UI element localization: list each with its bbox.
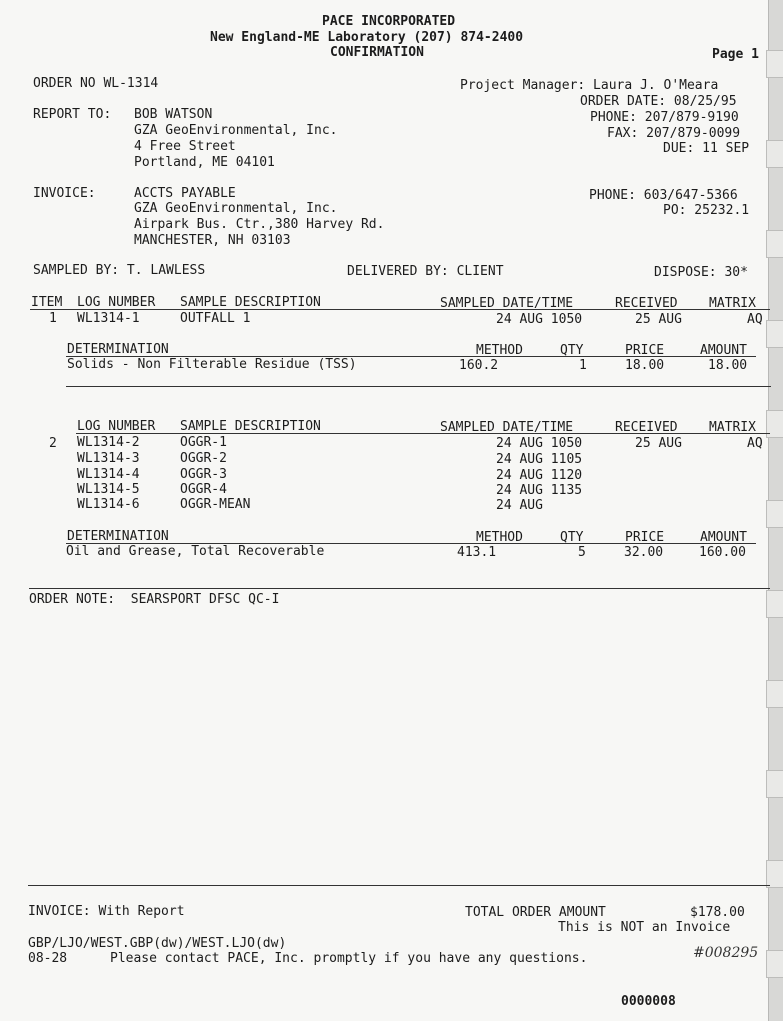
phone: PHONE: 207/879-9190 [590, 110, 739, 125]
bates-number: 0000008 [621, 994, 676, 1009]
not-invoice-notice: This is NOT an Invoice [558, 920, 731, 935]
log-number: WL1314-3 [77, 451, 140, 466]
report-to-label: REPORT TO: [33, 107, 112, 122]
invoice-with-report: INVOICE: With Report [28, 904, 185, 919]
order-number: ORDER NO WL-1314 [33, 76, 159, 91]
sampled-date: 24 AUG 1120 [496, 468, 583, 483]
total-order-label: TOTAL ORDER AMOUNT [465, 905, 606, 920]
det-header-amount: AMOUNT [700, 530, 747, 545]
det-name: Solids - Non Filterable Residue (TSS) [67, 357, 357, 372]
sample-description: OUTFALL 1 [180, 311, 251, 326]
det-header-qty: QTY [560, 530, 584, 545]
det-amount: 160.00 [699, 545, 746, 560]
invoice-line: ACCTS PAYABLE [134, 186, 236, 201]
order-note: ORDER NOTE: SEARSPORT DFSC QC-I [29, 592, 280, 607]
lab-name: New England-ME Laboratory (207) 874-2400 [210, 30, 524, 45]
det-amount: 18.00 [708, 358, 748, 373]
report-to-line: 4 Free Street [134, 139, 236, 154]
page-number: Page 1 [712, 47, 759, 62]
binder-tab [766, 50, 783, 78]
log-number: WL1314-2 [77, 435, 140, 450]
sample-description: OGGR-MEAN [180, 497, 251, 512]
col-log-number: LOG NUMBER [77, 295, 156, 310]
det-method: 160.2 [459, 358, 499, 373]
invoice-line: MANCHESTER, NH 03103 [134, 233, 291, 248]
dispose: DISPOSE: 30* [654, 265, 748, 280]
header-rule [76, 433, 770, 434]
binder-tab [766, 590, 783, 618]
col-matrix: MATRIX [709, 296, 756, 311]
matrix: AQ [747, 436, 763, 451]
sampled-by: SAMPLED BY: T. LAWLESS [33, 263, 206, 278]
binder-tab [766, 320, 783, 348]
det-header-method: METHOD [476, 343, 523, 358]
col-item: ITEM [31, 295, 63, 310]
item-separator [66, 386, 771, 387]
document-type: CONFIRMATION [330, 45, 424, 60]
sampled-date: 24 AUG 1050 [496, 436, 583, 451]
binder-tab [766, 950, 783, 978]
report-to-line: BOB WATSON [134, 107, 213, 122]
log-number: WL1314-4 [77, 467, 140, 482]
det-method: 413.1 [457, 545, 497, 560]
det-header-determination: DETERMINATION [67, 529, 169, 544]
sample-description: OGGR-3 [180, 467, 227, 482]
company-name: PACE INCORPORATED [322, 14, 456, 29]
handwritten-number: #008295 [693, 945, 759, 961]
invoice-label: INVOICE: [33, 186, 96, 201]
header-rule [30, 309, 770, 310]
col-received: RECEIVED [615, 296, 678, 311]
received-date: 25 AUG [635, 436, 682, 451]
det-price: 18.00 [625, 358, 665, 373]
det-header-price: PRICE [625, 530, 665, 545]
binder-tab [766, 500, 783, 528]
col-sampled: SAMPLED DATE/TIME [440, 420, 574, 435]
item-number: 2 [49, 436, 57, 451]
due-date: DUE: 11 SEP [663, 141, 750, 156]
log-number: WL1314-6 [77, 497, 140, 512]
report-to-line: Portland, ME 04101 [134, 155, 275, 170]
col-received: RECEIVED [615, 420, 678, 435]
item-number: 1 [49, 311, 57, 326]
det-name: Oil and Grease, Total Recoverable [66, 544, 325, 559]
det-header-determination: DETERMINATION [67, 342, 169, 357]
contact-notice: Please contact PACE, Inc. promptly if you have any questions. [110, 951, 588, 966]
col-sampled: SAMPLED DATE/TIME [440, 296, 574, 311]
section-separator [29, 588, 770, 589]
det-qty: 5 [578, 545, 586, 560]
col-sample-description: SAMPLE DESCRIPTION [180, 419, 321, 434]
binder-tab [766, 860, 783, 888]
total-order-amount: $178.00 [690, 905, 745, 920]
sample-description: OGGR-1 [180, 435, 227, 450]
matrix: AQ [747, 312, 763, 327]
sample-description: OGGR-4 [180, 482, 227, 497]
binder-tab [766, 680, 783, 708]
print-date: 08-28 [28, 951, 68, 966]
invoice-line: Airpark Bus. Ctr.,380 Harvey Rd. [134, 217, 385, 232]
det-header-price: PRICE [625, 343, 665, 358]
binder-tab [766, 140, 783, 168]
det-header-qty: QTY [560, 343, 584, 358]
invoice-phone: PHONE: 603/647-5366 [589, 188, 738, 203]
log-number: WL1314-1 [77, 311, 140, 326]
delivered-by: DELIVERED BY: CLIENT [347, 264, 504, 279]
log-number: WL1314-5 [77, 482, 140, 497]
sampled-date: 24 AUG [496, 498, 543, 513]
col-matrix: MATRIX [709, 420, 756, 435]
col-sample-description: SAMPLE DESCRIPTION [180, 295, 321, 310]
invoice-line: GZA GeoEnvironmental, Inc. [134, 201, 338, 216]
fax: FAX: 207/879-0099 [607, 126, 741, 141]
det-header-method: METHOD [476, 530, 523, 545]
report-to-line: GZA GeoEnvironmental, Inc. [134, 123, 338, 138]
routing-codes: GBP/LJO/WEST.GBP(dw)/WEST.LJO(dw) [28, 936, 287, 951]
det-qty: 1 [579, 358, 587, 373]
binder-tab [766, 230, 783, 258]
order-date: ORDER DATE: 08/25/95 [580, 94, 737, 109]
det-price: 32.00 [624, 545, 664, 560]
sample-description: OGGR-2 [180, 451, 227, 466]
col-log-number: LOG NUMBER [77, 419, 156, 434]
sampled-date: 24 AUG 1105 [496, 452, 583, 467]
sampled-date: 24 AUG 1135 [496, 483, 583, 498]
project-manager: Project Manager: Laura J. O'Meara [460, 78, 719, 93]
sampled-date: 24 AUG 1050 [496, 312, 583, 327]
po-number: PO: 25232.1 [663, 203, 750, 218]
det-header-amount: AMOUNT [700, 343, 747, 358]
footer-rule [28, 885, 770, 886]
received-date: 25 AUG [635, 312, 682, 327]
binder-tab [766, 770, 783, 798]
